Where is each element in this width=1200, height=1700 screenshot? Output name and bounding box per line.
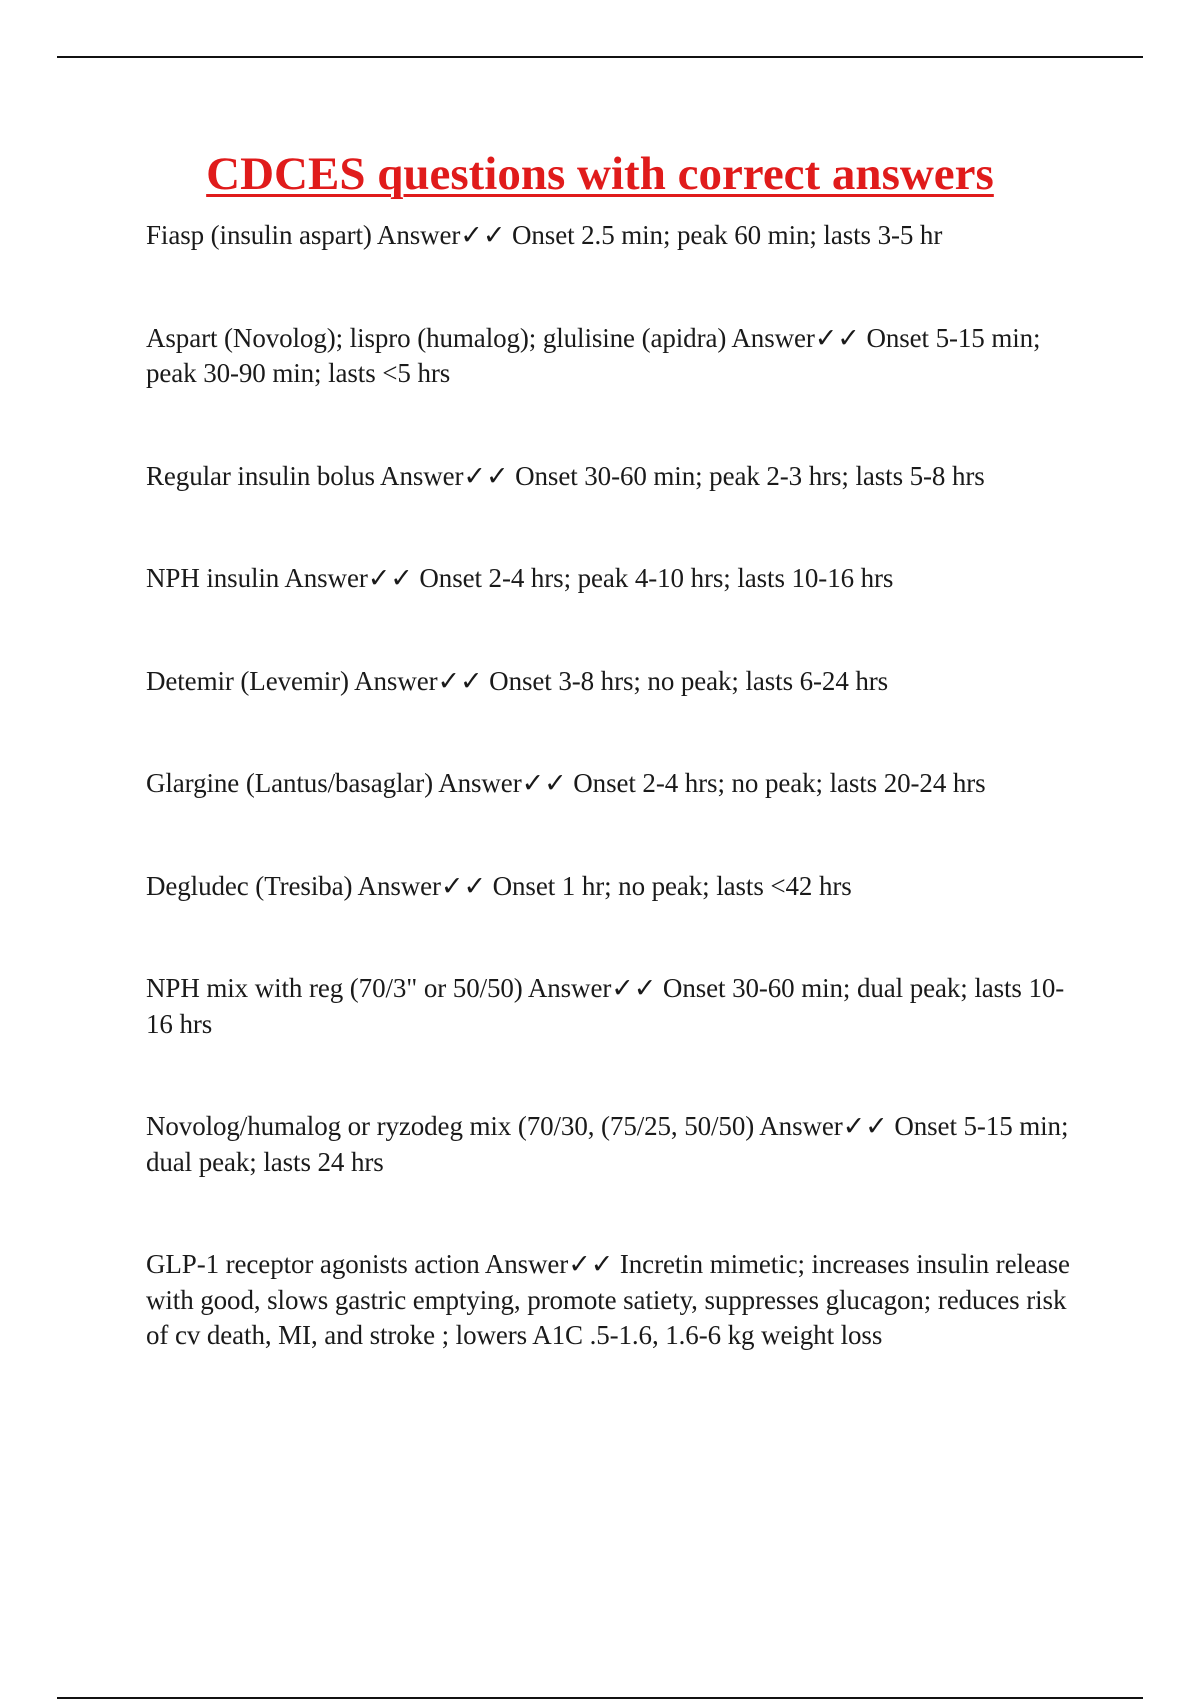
page-title: CDCES questions with correct answers <box>206 148 994 200</box>
qa-item-nph-mix: NPH mix with reg (70/3" or 50/50) Answer✓✓ Onset 30-60 min; dual peak; lasts 10-16 hrs <box>146 973 1065 1039</box>
top-divider <box>57 56 1143 58</box>
qa-item-novolog-mix: Novolog/humalog or ryzodeg mix (70/30, (75/25, 50/50) Answer✓✓ Onset 5-15 min; dual peak; lasts 24 hrs <box>146 1111 1069 1177</box>
qa-item-degludec: Degludec (Tresiba) Answer✓✓ Onset 1 hr; no peak; lasts <42 hrs <box>146 870 852 901</box>
qa-item-fiasp: Fiasp (insulin aspart) Answer✓✓ Onset 2.5 min; peak 60 min; lasts 3-5 hr <box>146 220 943 250</box>
qa-item-rapid-acting: Aspart (Novolog); lispro (humalog); glulisine (apidra) Answer✓✓ Onset 5-15 min; peak 30-90 min; lasts <5 hrs <box>146 322 1041 388</box>
qa-item-detemir: Detemir (Levemir) Answer✓✓ Onset 3-8 hrs; no peak; lasts 6-24 hrs <box>146 665 889 696</box>
bottom-divider <box>57 1697 1143 1699</box>
qa-item-glargine: Glargine (Lantus/basaglar) Answer✓✓ Onset 2-4 hrs; no peak; lasts 20-24 hrs <box>146 768 986 798</box>
qa-item-glp1: GLP-1 receptor agonists action Answer✓✓ Incretin mimetic; increases insulin release with good, slows gastric emptying, promote satiety, suppresses glucagon; reduces risk of cv death, MI, and stroke ; lowers A1C .5-1.6, 1.6-6 kg weight loss <box>146 1249 1070 1350</box>
qa-list <box>146 218 1086 1354</box>
qa-item-nph-insulin: NPH insulin Answer✓✓ Onset 2-4 hrs; peak 4-10 hrs; lasts 10-16 hrs <box>146 563 894 593</box>
qa-item-regular-insulin: Regular insulin bolus Answer✓✓ Onset 30-60 min; peak 2-3 hrs; lasts 5-8 hrs <box>146 460 985 491</box>
